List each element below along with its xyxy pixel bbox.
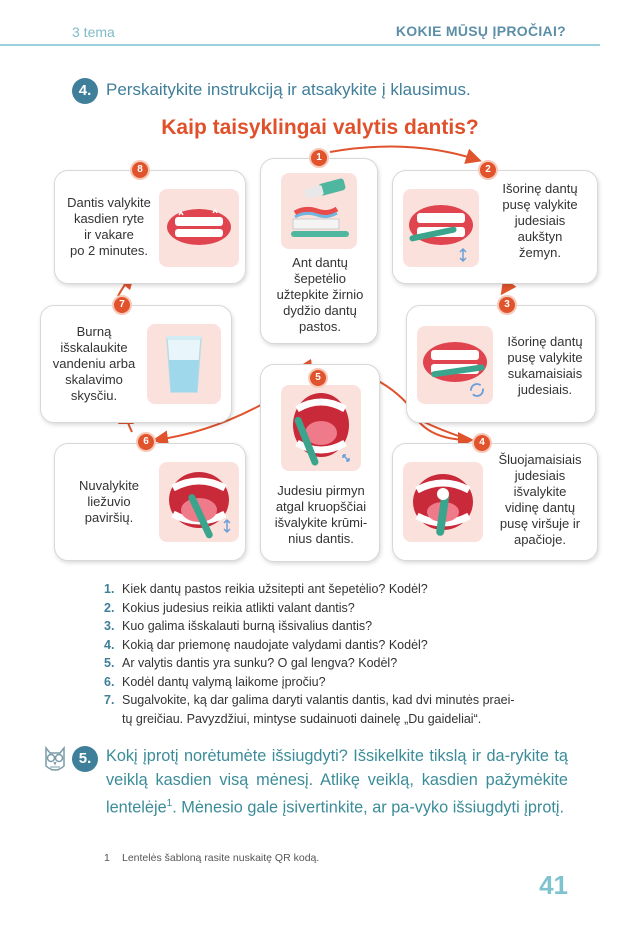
questions-list (104, 580, 544, 728)
step-5-text: Judesiu pirmyn (277, 483, 365, 498)
step-card-8 (54, 170, 246, 284)
step-1-text: dydžio dantų (283, 303, 357, 318)
step-8-text: Dantis valykite (67, 195, 151, 210)
question-text: Kokius judesius reikia atlikti valant dantis? (122, 600, 355, 615)
step-6-text: paviršių. (84, 510, 134, 525)
step-2-text: žemyn. (519, 245, 561, 260)
step-card-1 (260, 158, 378, 344)
step-8-text: ir vakare (84, 227, 134, 242)
question-text: Ar valytis dantis yra sunku? O gal lengva? Kodėl? (122, 656, 398, 670)
page-number: 41 (539, 870, 568, 900)
step-1-text: užtepkite žirnio (276, 287, 364, 302)
step-4-text: vidinę dantų (504, 500, 576, 515)
question-text: Kodėl dantų valymą laikome įpročiu? (122, 674, 326, 689)
step-2-text: aukštyn (517, 229, 563, 244)
brushing-molars-icon (281, 385, 361, 471)
list-item (104, 691, 544, 728)
footnote-reference: 1 (166, 798, 173, 809)
owl-icon (42, 744, 68, 774)
list-item (104, 580, 544, 599)
task-instruction: Perskaitykite instrukciją ir atsakykite į klausimus. (106, 80, 471, 99)
question-text: Kuo galima išskalauti burną išsivalius dantis? (122, 619, 373, 633)
question-number: 5. (104, 656, 115, 670)
question-number: 1. (104, 582, 115, 596)
section-label: 3 tema (72, 24, 115, 40)
step-badge-3: 3 (497, 295, 517, 315)
step-7-text: skysčiu. (70, 388, 118, 403)
step-badge-6: 6 (136, 432, 156, 452)
step-3-text: judesiais. (517, 382, 573, 397)
toothbrush-paste-icon (281, 173, 357, 249)
question-number: 3. (104, 619, 115, 633)
question-text: Kiek dantų pastos reikia užsitepti ant šepetėlio? Kodėl? (122, 582, 428, 596)
step-card-5 (260, 364, 380, 562)
step-4-text: pusę viršuje ir (499, 516, 581, 531)
step-4-text: apačioje. (513, 532, 567, 547)
cleaning-tongue-icon (159, 462, 239, 542)
step-card-2 (392, 170, 598, 284)
step-6-text: Nuvalykite (79, 478, 139, 493)
glass-of-water-icon (147, 324, 221, 404)
step-7-text: skalavimo (65, 372, 123, 387)
step-7-text: Burną (76, 324, 112, 339)
step-4-text: Šluojamaisiais (498, 452, 582, 467)
step-4-text: išvalykite (513, 484, 567, 499)
task-number-badge: 5. (72, 746, 98, 772)
step-badge-7: 7 (112, 295, 132, 315)
question-number: 6. (104, 674, 115, 689)
footnote-text: Lentelės šabloną rasite nuskaitę QR kodą. (122, 852, 320, 864)
question-number: 4. (104, 637, 115, 652)
step-1-text: Ant dantų (292, 255, 348, 270)
brushing-circular-icon (417, 326, 493, 404)
step-card-7 (40, 305, 232, 423)
footnote-mark: 1 (104, 852, 110, 864)
step-badge-1: 1 (309, 148, 329, 168)
page-title: Kaip taisyklingai valytis dantis? (161, 116, 479, 139)
step-3-text: sukamaisiais (507, 366, 583, 381)
step-3-text: Išorinę dantų (507, 334, 583, 349)
list-item (104, 636, 544, 655)
question-number: 2. (104, 600, 115, 615)
brushing-inner-icon (403, 462, 483, 542)
step-7-text: vandeniu arba (52, 356, 136, 371)
step-badge-4: 4 (472, 433, 492, 453)
task-number-badge: 4. (72, 78, 98, 104)
step-6-text: liežuvio (87, 494, 131, 509)
list-item (104, 673, 544, 692)
step-8-text: kasdien ryte (73, 211, 145, 226)
list-item (104, 654, 544, 673)
list-item (104, 599, 544, 618)
step-badge-8: 8 (130, 160, 150, 180)
step-badge-2: 2 (478, 160, 498, 180)
question-number: 7. (104, 693, 115, 707)
task-instruction (106, 745, 568, 820)
step-2-text: pusę valykite (502, 197, 578, 212)
clean-smile-icon (159, 189, 239, 267)
task5-text: Kokį įprotį norėtumėte išsiugdyti? Išsikelkite tikslą ir da-rykite tą veiklą kasdien visą mėnesį. Atlikę veiklą, kasdien pažymėkite lentelėje (106, 747, 568, 817)
step-card-3 (406, 305, 596, 423)
task5-text: . Mėnesio gale įsivertinkite, ar pa-vyko išsiugdyti įprotį. (172, 798, 565, 817)
step-8-text: po 2 minutes. (69, 243, 149, 258)
step-4-text: judesiais (514, 468, 566, 483)
step-badge-5: 5 (308, 368, 328, 388)
question-text: Sugalvokite, ką dar galima daryti valantis dantis, kad dvi minutės praei- (122, 693, 515, 707)
step-card-4 (392, 443, 598, 561)
brushing-outer-vertical-icon (403, 189, 479, 267)
step-5-text: nius dantis. (288, 531, 354, 546)
step-card-6 (54, 443, 246, 561)
step-5-text: išvalykite krūmi- (274, 515, 368, 530)
question-text: Kokią dar priemonę naudojate valydami dantis? Kodėl? (122, 637, 428, 652)
step-2-text: Išorinę dantų (502, 181, 578, 196)
question-text: tų greičiau. Pavyzdžiui, mintyse sudainuoti dainelę „Du gaideliai“. (122, 711, 482, 726)
step-1-text: pastos. (299, 319, 341, 334)
step-1-text: šepetėlio (293, 271, 347, 286)
step-3-text: pusę valykite (507, 350, 583, 365)
list-item (104, 617, 544, 636)
step-7-text: išskalaukite (60, 340, 128, 355)
chapter-title: KOKIE MŪSŲ ĮPROČIAI? (395, 23, 566, 39)
step-2-text: judesiais (514, 213, 566, 228)
step-5-text: atgal kruopščiai (275, 499, 367, 514)
